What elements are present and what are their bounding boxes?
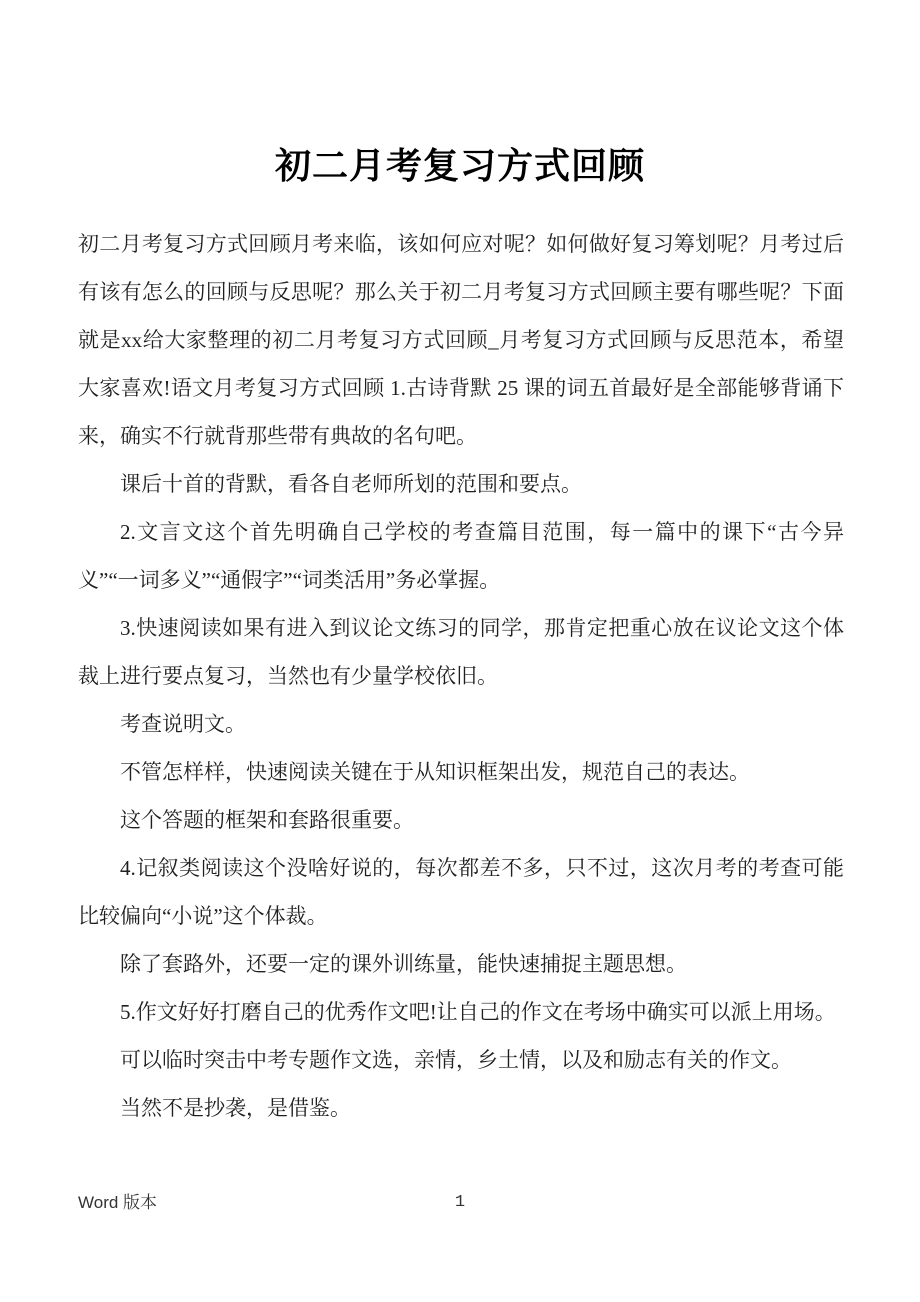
- paragraph: 当然不是抄袭，是借鉴。: [120, 1096, 351, 1120]
- document-title: 初二月考复习方式回顾: [274, 145, 645, 186]
- paragraph: 不管怎样样，快速阅读关键在于从知识框架出发，规范自己的表达。: [120, 760, 750, 784]
- paragraph: 4.记叙类阅读这个没啥好说的，每次都差不多，只不过，这次月考的考查可能比较偏向“小说”这个体裁。: [78, 856, 844, 928]
- paragraph: 除了套路外，还要一定的课外训练量，能快速捕捉主题思想。: [120, 952, 687, 976]
- paragraph: 可以临时突击中考专题作文选，亲情，乡土情，以及和励志有关的作文。: [120, 1048, 792, 1072]
- paragraph: 初二月考复习方式回顾月考来临，该如何应对呢？如何做好复习筹划呢？月考过后有该有怎么的回顾与反思呢？那么关于初二月考复习方式回顾主要有哪些呢？下面就是xx给大家整理的初二月考复习方式回顾_月考复习方式回顾与反思范本，希望大家喜欢!语文月考复习方式回顾 1.古诗背默 25 课的词五首最好是全部能够背诵下来，确实不行就背那些带有典故的名句吧。: [78, 232, 844, 448]
- paragraph: 课后十首的背默，看各自老师所划的范围和要点。: [120, 472, 582, 496]
- paragraph: 2.文言文这个首先明确自己学校的考查篇目范围，每一篇中的课下“古今异义”“一词多义”“通假字”“词类活用”务必掌握。: [78, 520, 844, 592]
- document-body: [78, 220, 844, 1132]
- footer-word-version-label: Word 版本: [78, 1193, 158, 1212]
- page-footer: [0, 1190, 920, 1216]
- paragraph: 3.快速阅读如果有进入到议论文练习的同学，那肯定把重心放在议论文这个体裁上进行要点复习，当然也有少量学校依旧。: [78, 616, 844, 688]
- footer-page-number: 1: [454, 1193, 466, 1212]
- paragraph: 考查说明文。: [120, 712, 246, 736]
- paragraph: 这个答题的框架和套路很重要。: [120, 808, 414, 832]
- paragraph: 5.作文好好打磨自己的优秀作文吧!让自己的作文在考场中确实可以派上用场。: [120, 1000, 836, 1024]
